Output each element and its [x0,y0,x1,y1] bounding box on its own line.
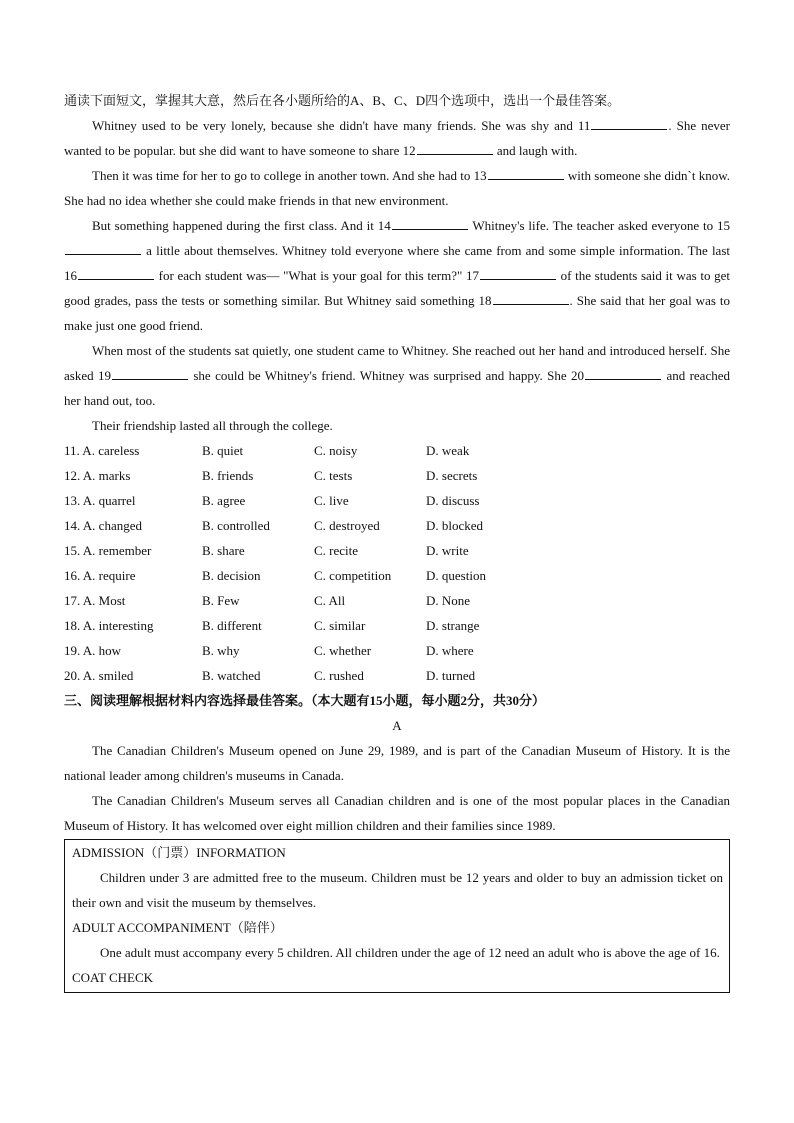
option-c[interactable]: C. destroyed [314,518,380,533]
answer-blank-13[interactable] [488,165,564,180]
option-d[interactable]: D. blocked [426,518,484,533]
coat-check-title: COAT CHECK [72,970,154,985]
option-b[interactable]: B. decision [202,568,261,583]
admission-title: ADMISSION（门票）INFORMATION [72,845,286,860]
reading-paragraph-1: The Canadian Children's Museum opened on June 29, 1989, and is part of the Canadian Museum of History. It is the national leader among children's museums in Canada. [64,743,730,783]
option-row-18 [64,613,730,638]
text: Whitney's life. The teacher asked everyone to 15 [468,218,731,233]
option-d[interactable]: D. where [426,643,474,658]
option-c[interactable]: C. live [314,493,349,508]
cloze-paragraph-4 [64,338,730,413]
exam-page [64,88,730,993]
text: Then it was time for her to go to college in another town. And she had to 13 [92,168,487,183]
option-d[interactable]: D. question [426,568,486,583]
option-c[interactable]: C. tests [314,468,353,483]
text: of the students said it was to get good grades, pass the tests or something similar. But Whitney said something 18 [64,268,731,308]
option-row-16 [64,563,730,588]
option-c[interactable]: C. whether [314,643,372,658]
option-b[interactable]: B. friends [202,468,254,483]
text: Whitney used to be very lonely, because she didn't have many friends. She was shy and 11 [92,118,591,133]
cloze-paragraph-5: Their friendship lasted all through the college. [92,418,333,433]
option-a[interactable]: 11. A. careless [64,443,140,458]
option-a[interactable]: 13. A. quarrel [64,493,136,508]
cloze-paragraph-2 [64,163,730,213]
option-a[interactable]: 19. A. how [64,643,122,658]
admission-text: Children under 3 are admitted free to the museum. Children must be 12 years and older to buy an admission ticket on their own and visit the museum by themselves. [72,870,723,910]
text: she could be Whitney's friend. Whitney was surprised and happy. She 20 [188,368,585,383]
answer-blank-19[interactable] [112,365,188,380]
text: for each student was— "What is your goal for this term?" 17 [155,268,479,283]
answer-blank-14[interactable] [392,215,468,230]
answer-blank-18[interactable] [493,290,569,305]
option-d[interactable]: D. discuss [426,493,480,508]
option-b[interactable]: B. share [202,543,245,558]
adult-accompaniment-text: One adult must accompany every 5 children. All children under the age of 12 need an adult who is above the age of 16. [100,945,720,960]
option-b[interactable]: B. quiet [202,443,244,458]
section-heading: 三、阅读理解根据材料内容选择最佳答案。（本大题有15小题，每小题2分，共30分） [64,693,546,708]
text: . She said that her goal was to make just one good friend. [64,293,731,333]
answer-blank-12[interactable] [417,140,493,155]
option-a[interactable]: 18. A. interesting [64,618,154,633]
text: . She never wanted to be popular. but she did want to have someone to share 12 [64,118,730,158]
option-row-20 [64,663,730,688]
options-list [64,438,730,688]
option-c[interactable]: C. similar [314,618,366,633]
text: and laugh with. [493,143,578,158]
passage-label: A [392,718,402,733]
answer-blank-11[interactable] [591,115,667,130]
answer-blank-16[interactable] [78,265,154,280]
option-d[interactable]: D. None [426,593,471,608]
option-d[interactable]: D. turned [426,668,476,683]
text: with someone she didn`t know. She had no idea whether she could make friends in that new environment. [64,168,731,208]
option-row-14 [64,513,730,538]
option-d[interactable]: D. secrets [426,468,478,483]
option-row-17 [64,588,730,613]
answer-blank-15[interactable] [65,240,141,255]
option-row-12 [64,463,730,488]
cloze-instructions: 通读下面短文，掌握其大意，然后在各小题所给的A、B、C、D四个选项中，选出一个最佳答案。 [64,93,621,108]
answer-blank-20[interactable] [585,365,661,380]
text: When most of the students sat quietly, one student came to Whitney. She reached out her hand and introduced herself. She asked 19 [64,343,730,383]
option-row-19 [64,638,730,663]
option-d[interactable]: D. weak [426,443,470,458]
answer-blank-17[interactable] [480,265,556,280]
text: a little about themselves. Whitney told everyone where she came from and some simple information. The last 16 [64,243,730,283]
text: But something happened during the first class. And it 14 [92,218,391,233]
option-b[interactable]: B. why [202,643,240,658]
option-b[interactable]: B. watched [202,668,261,683]
option-c[interactable]: C. competition [314,568,392,583]
option-a[interactable]: 20. A. smiled [64,668,134,683]
text: and reached her hand out, too. [64,368,730,408]
option-b[interactable]: B. Few [202,593,240,608]
option-a[interactable]: 12. A. marks [64,468,131,483]
option-a[interactable]: 17. A. Most [64,593,126,608]
option-d[interactable]: D. strange [426,618,480,633]
cloze-paragraph-1 [64,113,730,163]
option-d[interactable]: D. write [426,543,469,558]
option-a[interactable]: 15. A. remember [64,543,152,558]
option-c[interactable]: C. noisy [314,443,358,458]
option-row-15 [64,538,730,563]
option-b[interactable]: B. different [202,618,262,633]
option-a[interactable]: 14. A. changed [64,518,142,533]
reading-paragraph-2: The Canadian Children's Museum serves all Canadian children and is one of the most popular places in the Canadian Museum of History. It has welcomed over eight million children and their families since 1989. [64,793,730,833]
option-c[interactable]: C. All [314,593,346,608]
option-row-11 [64,438,730,463]
option-c[interactable]: C. rushed [314,668,364,683]
option-c[interactable]: C. recite [314,543,359,558]
option-a[interactable]: 16. A. require [64,568,136,583]
museum-info-box [64,839,730,993]
option-b[interactable]: B. controlled [202,518,270,533]
cloze-paragraph-3 [64,213,730,338]
option-row-13 [64,488,730,513]
option-b[interactable]: B. agree [202,493,246,508]
adult-accompaniment-title: ADULT ACCOMPANIMENT（陪伴） [72,920,283,935]
